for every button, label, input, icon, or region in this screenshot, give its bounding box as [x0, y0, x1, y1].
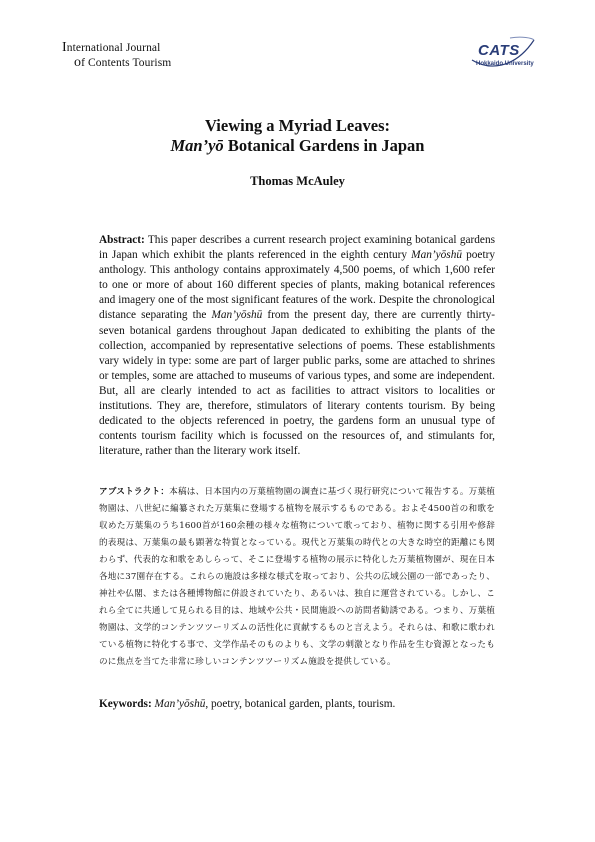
- jp-abstract-text: 本稿は、日本国内の万葉植物園の調査に基づく現行研究について報告する。万葉植物園は、八世紀に編纂された万葉集に登場する植物を展示するものである。およそ4500首の和歌を収めた万葉集のうち1600首が160余種の様々な植物について歌っており、植物に関する引用や修辞的表現は、万葉集の最も顕著な特質となっている。現代と万葉集の時代との大きな時空的距離にも関わらず、代表的な和歌をあしらって、そこに登場する植物の展示に特化した万葉植物園が、現在日本各地に37園存在する。これらの施設は多様な様式を取っており、公共の広域公園の一部であったり、神社や仏閣、または各種博物館に併設されていたり、あるいは、独自に運営されている。しかし、これら全てに共通して見られる目的は、地域や公共・民間施設への訪問者勧誘である。つまり、万葉植物園は、文学的コンテンツツーリズムの活性化に貢献するものと言えよう。それらは、和歌に歌われている植物に特化する事で、文学作品そのものよりも、文学の刺激となり作品を生む資源となったものに焦点を当てた非常に珍しいコンテンツツーリズム施設を提供している。: [99, 487, 496, 667]
- abstract-text-part3: from the present day, there are currently thirty-seven botanical gardens throughout Japan dedicated to exhibiting the plants of the collection, accompanied by representative selections of poems. These establishments vary widely in type: some are part of larger public parks, some are attached to shrines or temples, some are attached to museums of various types, and some are independent. But, all are clearly intended to act as facilities to attract visitors to localities or institutions. They are, therefore, stimulators of literary contents tourism. By being dedicated to the objects referenced in poetry, the gardens form an unusual type of contents tourism facility which is focussed on the resources of, and stimulants for, literature, rather than the literary work itself.: [99, 309, 495, 458]
- title-italic-term: Man’yō: [170, 136, 224, 155]
- cats-logo-subtext: Hokkaido University: [476, 61, 534, 67]
- jp-abstract-label: アブストラクト：: [99, 487, 170, 497]
- abstract-text-part1: This paper describes a current research project examining botanical gardens in Japan which exhibit the plants referenced in the eighth century: [99, 234, 495, 262]
- english-abstract: [99, 233, 495, 459]
- abstract-italic-term2: Man’yōshū: [211, 309, 263, 322]
- cats-logo-text: CATS: [478, 42, 520, 59]
- abstract-italic-term1: Man’yōshū: [411, 249, 462, 262]
- journal-name-line1: International Journal: [62, 40, 161, 55]
- japanese-abstract: [99, 484, 495, 671]
- journal-logo: [62, 40, 232, 78]
- title-line2-rest: Botanical Gardens in Japan: [223, 136, 425, 155]
- journal-name-line2: of Contents Tourism: [74, 55, 172, 70]
- keywords-label: Keywords:: [99, 698, 152, 710]
- keywords-italic-term: Man’yōshū: [154, 698, 206, 710]
- abstract-text-part2: poetry anthology. This anthology contains approximately 4,500 poems, of which 1,600 refer to one or more of about 160 different species of plants, making botanical references and imagery one of the most significant features of the work. Despite the chronological distance separating the: [99, 249, 495, 322]
- paper-title-line2: [0, 136, 595, 156]
- keywords-rest: , poetry, botanical garden, plants, tourism.: [205, 698, 396, 710]
- author-name: Thomas McAuley: [250, 174, 345, 188]
- abstract-label: Abstract:: [99, 234, 145, 246]
- keywords: [99, 697, 495, 712]
- paper-title-line1: Viewing a Myriad Leaves:: [205, 116, 390, 135]
- cats-logo: [470, 36, 536, 76]
